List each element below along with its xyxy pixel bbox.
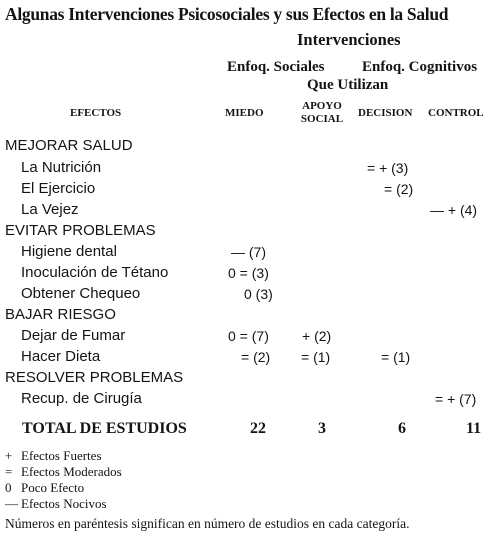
total-apoyo: 3 <box>318 420 326 437</box>
que-utilizan-header: Que Utilizan <box>307 77 389 93</box>
table-row-label: Hacer Dieta <box>21 348 101 365</box>
table-row-label: Higiene dental <box>21 243 117 260</box>
legend-text: Efectos Fuertes <box>21 448 102 463</box>
table-row-label: Obtener Chequeo <box>21 285 141 302</box>
column-header-miedo: MIEDO <box>225 107 264 119</box>
column-header-decision: DECISION <box>358 107 413 119</box>
table-cell-miedo: — (7) <box>231 244 266 260</box>
table-cell-decision: = (2) <box>384 181 414 197</box>
column-header-apoyo-line1: APOYO <box>302 100 342 112</box>
table-cell-miedo: 0 = (3) <box>228 265 269 281</box>
legend-text: Efectos Nocivos <box>21 496 107 511</box>
legend-symbol: = <box>5 464 13 479</box>
section-heading: BAJAR RIESGO <box>5 306 116 323</box>
total-decision: 6 <box>398 420 406 437</box>
table-cell-miedo: = (2) <box>241 349 271 365</box>
table-cell-miedo: 0 (3) <box>244 286 273 302</box>
table-row-label: Inoculación de Tétano <box>21 264 169 281</box>
column-header-efectos: EFECTOS <box>70 107 122 119</box>
table-cell-control: — + (4) <box>430 202 478 218</box>
legend-item-harmful <box>5 496 107 512</box>
footnote: Números en paréntesis significan en número de estudios en cada categoría. <box>5 516 410 531</box>
cognitive-approach-header: Enfoq. Cognitivos <box>362 59 478 75</box>
document-title: Algunas Intervenciones Psicosociales y sus Efectos en la Salud <box>5 4 449 24</box>
table-cell-apoyo: = (1) <box>301 349 331 365</box>
total-control: 11 <box>466 420 482 437</box>
table-row-label: La Vejez <box>21 201 79 218</box>
table-row-label: El Ejercicio <box>21 180 96 197</box>
table-cell-decision: = + (3) <box>367 160 409 176</box>
table-row-label: Recup. de Cirugía <box>21 390 142 407</box>
table-cell-decision: = (1) <box>381 349 411 365</box>
table-row-label: Dejar de Fumar <box>21 327 126 344</box>
table-cell-apoyo: + (2) <box>302 328 332 344</box>
legend-symbol: 0 <box>5 480 12 495</box>
table-row-label: La Nutrición <box>21 159 102 176</box>
legend-text: Efectos Moderados <box>21 464 122 479</box>
social-approach-header: Enfoq. Sociales <box>227 59 325 75</box>
section-heading: MEJORAR SALUD <box>5 137 133 154</box>
legend-item-moderate <box>5 464 122 480</box>
legend-item-strong <box>5 448 102 464</box>
legend-item-little <box>5 480 84 496</box>
column-header-apoyo-line2: SOCIAL <box>300 113 344 125</box>
legend-symbol: — <box>5 496 18 511</box>
table-cell-miedo: 0 = (7) <box>228 328 269 344</box>
legend-text: Poco Efecto <box>21 480 85 495</box>
total-miedo: 22 <box>250 420 266 437</box>
legend-symbol: + <box>5 448 13 463</box>
section-heading: RESOLVER PROBLEMAS <box>5 369 184 386</box>
column-header-control: CONTROL <box>428 107 484 119</box>
column-header-apoyo-social <box>287 100 357 126</box>
section-heading: EVITAR PROBLEMAS <box>5 222 156 239</box>
total-label: TOTAL DE ESTUDIOS <box>22 420 187 437</box>
table-cell-control: = + (7) <box>435 391 477 407</box>
interventions-header: Intervenciones <box>297 30 401 49</box>
